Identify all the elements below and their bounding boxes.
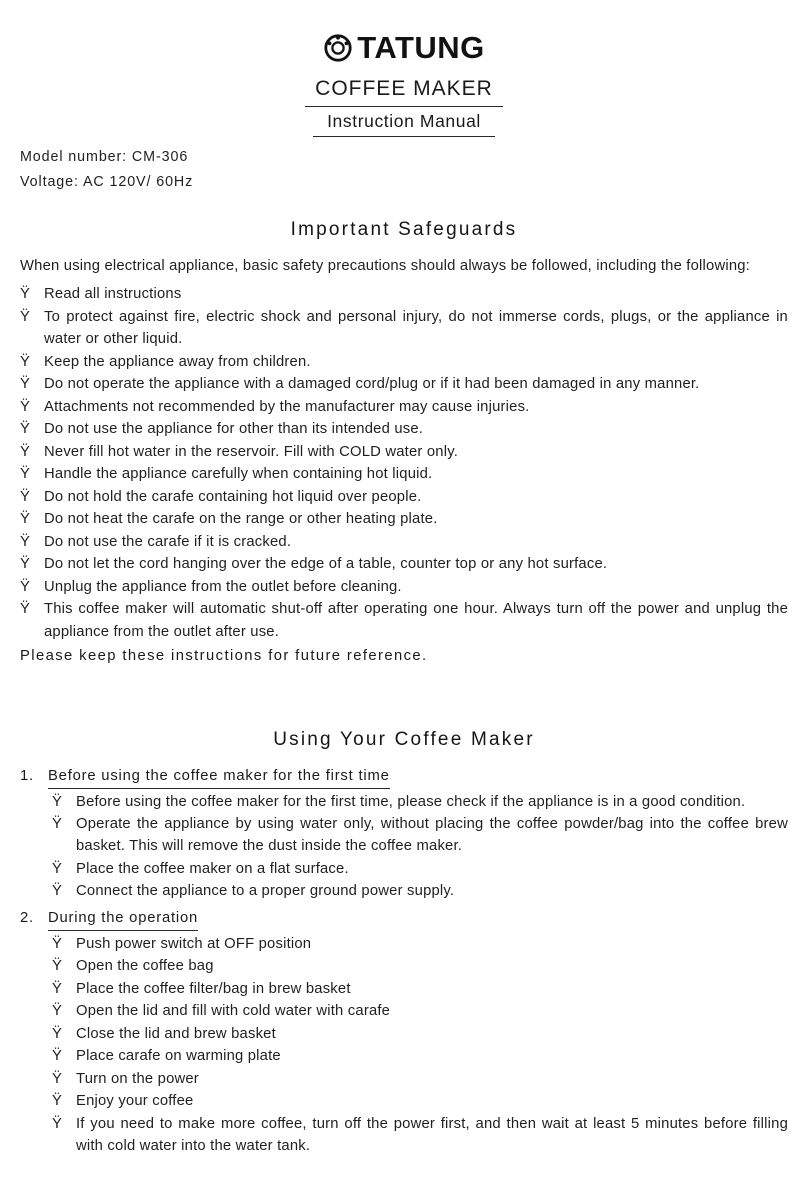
safeguard-item: Ÿ Read all instructions (20, 283, 788, 305)
bullet-marker: Ÿ (20, 308, 31, 325)
product-title: COFFEE MAKER (20, 73, 788, 107)
usage-item: Ÿ Close the lid and brew basket (52, 1023, 788, 1045)
bullet-marker: Ÿ (20, 398, 31, 415)
section-heading (20, 765, 788, 789)
safeguard-item: Ÿ Do not heat the carafe on the range or other heating plate. (20, 508, 788, 530)
bullet-marker: Ÿ (20, 286, 31, 303)
section-number: 2. (20, 909, 34, 926)
usage-item: Ÿ If you need to make more coffee, turn off the power first, and then wait at least 5 minutes before filling with cold water into the water tank. (52, 1113, 788, 1158)
safeguard-item: Ÿ This coffee maker will automatic shut-off after operating one hour. Always turn off the power and unplug the appliance from the outlet after use. (20, 598, 788, 643)
usage-item: Ÿ Place the coffee maker on a flat surface. (52, 858, 788, 880)
bullet-marker: Ÿ (52, 980, 63, 997)
bullet-marker: Ÿ (52, 1093, 63, 1110)
safeguard-item: Ÿ Do not use the appliance for other than its intended use. (20, 418, 788, 440)
usage-list (52, 933, 788, 1158)
bullet-marker: Ÿ (20, 376, 31, 393)
tatung-emblem-icon (323, 33, 353, 63)
keep-instructions-note: Please keep these instructions for future reference. (20, 648, 428, 665)
bullet-marker: Ÿ (52, 793, 63, 810)
bullet-marker: Ÿ (52, 860, 63, 877)
bullet-marker: Ÿ (20, 556, 31, 573)
model-number: Model number: CM-306 (20, 148, 189, 165)
safeguards-list (20, 283, 788, 643)
safeguard-item: Ÿ Do not use the carafe if it is cracked. (20, 531, 788, 553)
bullet-marker: Ÿ (52, 883, 63, 900)
voltage-spec: Voltage: AC 120V/ 60Hz (20, 174, 194, 191)
manual-subtitle: Instruction Manual (20, 108, 788, 137)
bullet-marker: Ÿ (52, 1070, 63, 1087)
usage-list (52, 791, 788, 903)
safeguards-heading: Important Safeguards (290, 219, 518, 241)
safeguard-item: Ÿ Do not hold the carafe containing hot liquid over people. (20, 486, 788, 508)
bullet-marker: Ÿ (20, 488, 31, 505)
usage-item: Ÿ Connect the appliance to a proper ground power supply. (52, 880, 788, 902)
bullet-marker: Ÿ (20, 443, 31, 460)
bullet-marker: Ÿ (20, 353, 31, 370)
usage-section-before-first-use (20, 765, 788, 903)
brand-header (20, 24, 788, 71)
safeguard-item: Ÿ Keep the appliance away from children. (20, 351, 788, 373)
bullet-marker: Ÿ (52, 815, 63, 832)
usage-item: Ÿ Before using the coffee maker for the first time, please check if the appliance is in a good condition. (52, 791, 788, 813)
bullet-marker: Ÿ (52, 1003, 63, 1020)
bullet-marker: Ÿ (52, 1025, 63, 1042)
bullet-marker: Ÿ (20, 466, 31, 483)
bullet-marker: Ÿ (52, 1048, 63, 1065)
safeguard-item: Ÿ Attachments not recommended by the manufacturer may cause injuries. (20, 396, 788, 418)
usage-item: Ÿ Place carafe on warming plate (52, 1045, 788, 1067)
usage-item: Ÿ Turn on the power (52, 1068, 788, 1090)
usage-section-during-operation (20, 907, 788, 1158)
bullet-marker: Ÿ (20, 421, 31, 438)
bullet-marker: Ÿ (52, 958, 63, 975)
safeguard-item: Ÿ Do not let the cord hanging over the edge of a table, counter top or any hot surface. (20, 553, 788, 575)
safeguards-intro: When using electrical appliance, basic safety precautions should always be followed, including the following: (20, 257, 750, 274)
section-title: Before using the coffee maker for the first time (48, 765, 390, 789)
safeguard-item: Ÿ To protect against fire, electric shock and personal injury, do not immerse cords, plugs, or the appliance in water or other liquid. (20, 306, 788, 351)
section-title: During the operation (48, 907, 198, 931)
usage-heading: Using Your Coffee Maker (273, 728, 535, 750)
section-number: 1. (20, 767, 34, 784)
usage-item: Ÿ Enjoy your coffee (52, 1090, 788, 1112)
usage-item: Ÿ Push power switch at OFF position (52, 933, 788, 955)
usage-item: Ÿ Place the coffee filter/bag in brew basket (52, 978, 788, 1000)
usage-item: Ÿ Operate the appliance by using water only, without placing the coffee powder/bag into the coffee brew basket. This will remove the dust inside the coffee maker. (52, 813, 788, 858)
bullet-marker: Ÿ (20, 601, 31, 618)
model-info (20, 147, 788, 194)
section-heading (20, 907, 788, 931)
safeguard-item: Ÿ Never fill hot water in the reservoir. Fill with COLD water only. (20, 441, 788, 463)
bullet-marker: Ÿ (20, 533, 31, 550)
safeguard-item: Ÿ Handle the appliance carefully when containing hot liquid. (20, 463, 788, 485)
bullet-marker: Ÿ (20, 578, 31, 595)
usage-item: Ÿ Open the coffee bag (52, 955, 788, 977)
bullet-marker: Ÿ (20, 511, 31, 528)
bullet-marker: Ÿ (52, 1115, 63, 1132)
brand-name: TATUNG (357, 30, 485, 65)
safeguard-item: Ÿ Unplug the appliance from the outlet before cleaning. (20, 576, 788, 598)
usage-item: Ÿ Open the lid and fill with cold water with carafe (52, 1000, 788, 1022)
safeguard-item: Ÿ Do not operate the appliance with a damaged cord/plug or if it had been damaged in any manner. (20, 373, 788, 395)
bullet-marker: Ÿ (52, 935, 63, 952)
